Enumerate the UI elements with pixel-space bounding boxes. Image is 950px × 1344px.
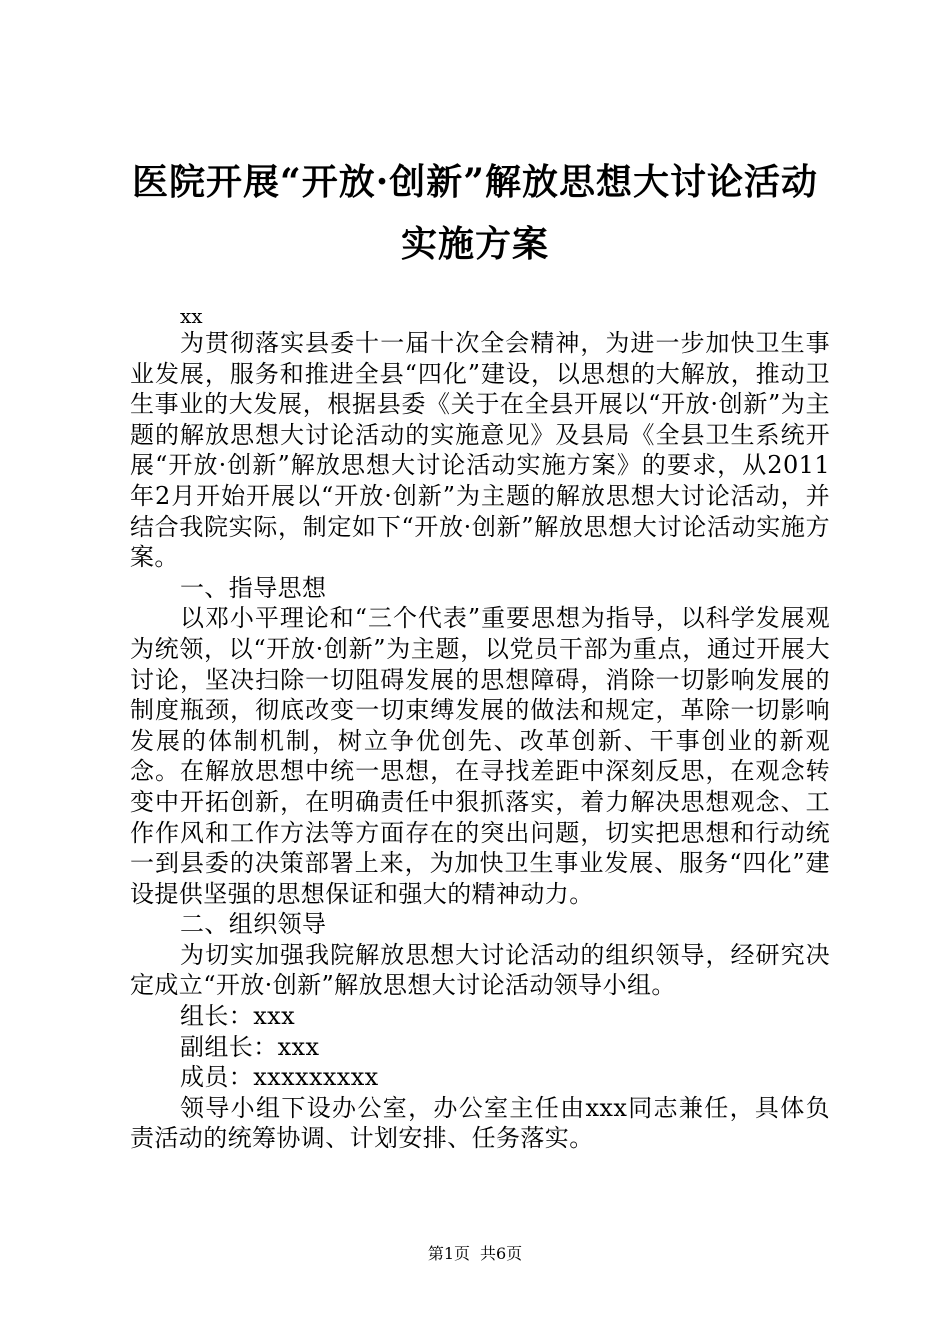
organization-paragraph: 为切实加强我院解放思想大讨论活动的组织领导，经研究决定成立“开放·创新”解放思想大讨论活动领导小组。: [130, 940, 830, 1000]
office-paragraph: 领导小组下设办公室，办公室主任由xxx同志兼任，具体负责活动的统筹协调、计划安排、任务落实。: [130, 1093, 830, 1153]
deputy-leader-line: 副组长：xxx: [180, 1032, 320, 1061]
page-footer: [0, 1244, 950, 1264]
author: xx: [180, 304, 203, 328]
section-heading-organization: 二、组织领导: [180, 910, 327, 939]
page-total: 共6页: [480, 1244, 523, 1263]
document-body: [130, 328, 830, 1154]
document-title-line-2: 实施方案: [400, 223, 549, 265]
page-number: 第1页: [427, 1244, 470, 1263]
document-title-line-1: 医院开展“开放·创新”解放思想大讨论活动: [132, 161, 818, 203]
section-heading-guiding-ideology: 一、指导思想: [180, 573, 327, 602]
intro-paragraph: 为贯彻落实县委十一届十次全会精神，为进一步加快卫生事业发展，服务和推进全县“四化”建设，以思想的大解放，推动卫生事业的大发展，根据县委《关于在全县开展以“开放·创新”为主题的解放思想大讨论活动的实施意见》及县局《全县卫生系统开展“开放·创新”解放思想大讨论活动实施方案》的要求，从2011年2月开始开展以“开放·创新”为主题的解放思想大讨论活动，并结合我院实际，制定如下“开放·创新”解放思想大讨论活动实施方案。: [130, 329, 830, 572]
members-line: 成员：xxxxxxxxx: [180, 1063, 379, 1092]
group-leader-line: 组长：xxx: [180, 1002, 296, 1031]
guiding-ideology-paragraph: 以邓小平理论和“三个代表”重要思想为指导，以科学发展观为统领，以“开放·创新”为主题，以党员干部为重点，通过开展大讨论，坚决扫除一切阻碍发展的思想障碍，消除一切影响发展的制度瓶颈，彻底改变一切束缚发展的做法和规定，革除一切影响发展的体制机制，树立争优创先、改革创新、干事创业的新观念。在解放思想中统一思想，在寻找差距中深刻反思，在观念转变中开拓创新，在明确责任中狠抓落实，着力解决思想观念、工作作风和工作方法等方面存在的突出问题，切实把思想和行动统一到县委的决策部署上来，为加快卫生事业发展、服务“四化”建设提供坚强的思想保证和强大的精神动力。: [130, 604, 830, 908]
